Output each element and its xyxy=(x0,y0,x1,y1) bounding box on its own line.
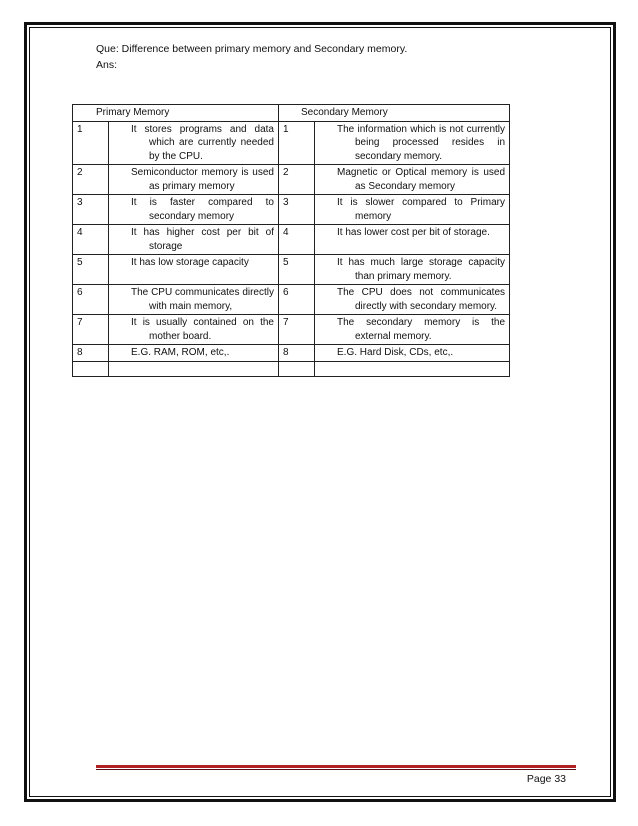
table-row xyxy=(73,345,510,362)
empty-cell xyxy=(109,361,279,376)
question-text: Que: Difference between primary memory and Secondary memory. xyxy=(96,43,408,55)
comparison-table xyxy=(72,104,510,377)
footer-rule xyxy=(96,765,576,768)
secondary-memory-cell: It has lower cost per bit of storage. xyxy=(315,225,510,255)
primary-memory-cell: It is usually contained on the mother board. xyxy=(109,315,279,345)
page-number: Page 33 xyxy=(526,773,566,785)
table-empty-row xyxy=(73,361,510,376)
table-row xyxy=(73,121,510,165)
footer-rule-shadow xyxy=(96,769,576,770)
table-row xyxy=(73,285,510,315)
primary-row-number: 2 xyxy=(73,165,109,195)
table-row xyxy=(73,315,510,345)
primary-memory-cell: It is faster compared to secondary memory xyxy=(109,195,279,225)
primary-memory-heading: Primary Memory xyxy=(73,105,279,122)
secondary-memory-cell: It is slower compared to Primary memory xyxy=(315,195,510,225)
table-header-row xyxy=(73,105,510,122)
table-row xyxy=(73,165,510,195)
primary-memory-cell: The CPU communicates directly with main memory, xyxy=(109,285,279,315)
secondary-memory-heading: Secondary Memory xyxy=(279,105,510,122)
secondary-memory-cell: It has much large storage capacity than primary memory. xyxy=(315,255,510,285)
secondary-memory-cell: E.G. Hard Disk, CDs, etc,. xyxy=(315,345,510,362)
primary-memory-cell: It stores programs and data which are currently needed by the CPU. xyxy=(109,121,279,165)
primary-memory-cell: E.G. RAM, ROM, etc,. xyxy=(109,345,279,362)
secondary-row-number: 1 xyxy=(279,121,315,165)
primary-memory-cell: It has low storage capacity xyxy=(109,255,279,285)
primary-row-number: 6 xyxy=(73,285,109,315)
secondary-memory-cell: The information which is not currently being processed resides in secondary memory. xyxy=(315,121,510,165)
primary-row-number: 8 xyxy=(73,345,109,362)
secondary-memory-cell: The secondary memory is the external memory. xyxy=(315,315,510,345)
primary-row-number: 3 xyxy=(73,195,109,225)
primary-memory-cell: Semiconductor memory is used as primary memory xyxy=(109,165,279,195)
secondary-row-number: 8 xyxy=(279,345,315,362)
primary-row-number: 5 xyxy=(73,255,109,285)
primary-row-number: 7 xyxy=(73,315,109,345)
empty-cell xyxy=(73,361,109,376)
secondary-row-number: 7 xyxy=(279,315,315,345)
primary-row-number: 4 xyxy=(73,225,109,255)
table-row xyxy=(73,195,510,225)
empty-cell xyxy=(279,361,315,376)
secondary-memory-cell: The CPU does not communicates directly with secondary memory. xyxy=(315,285,510,315)
secondary-row-number: 5 xyxy=(279,255,315,285)
answer-label: Ans: xyxy=(96,59,118,71)
table-row xyxy=(73,225,510,255)
empty-cell xyxy=(315,361,510,376)
secondary-row-number: 2 xyxy=(279,165,315,195)
secondary-row-number: 3 xyxy=(279,195,315,225)
primary-memory-cell: It has higher cost per bit of storage xyxy=(109,225,279,255)
secondary-row-number: 4 xyxy=(279,225,315,255)
primary-row-number: 1 xyxy=(73,121,109,165)
secondary-row-number: 6 xyxy=(279,285,315,315)
table-row xyxy=(73,255,510,285)
secondary-memory-cell: Magnetic or Optical memory is used as Secondary memory xyxy=(315,165,510,195)
